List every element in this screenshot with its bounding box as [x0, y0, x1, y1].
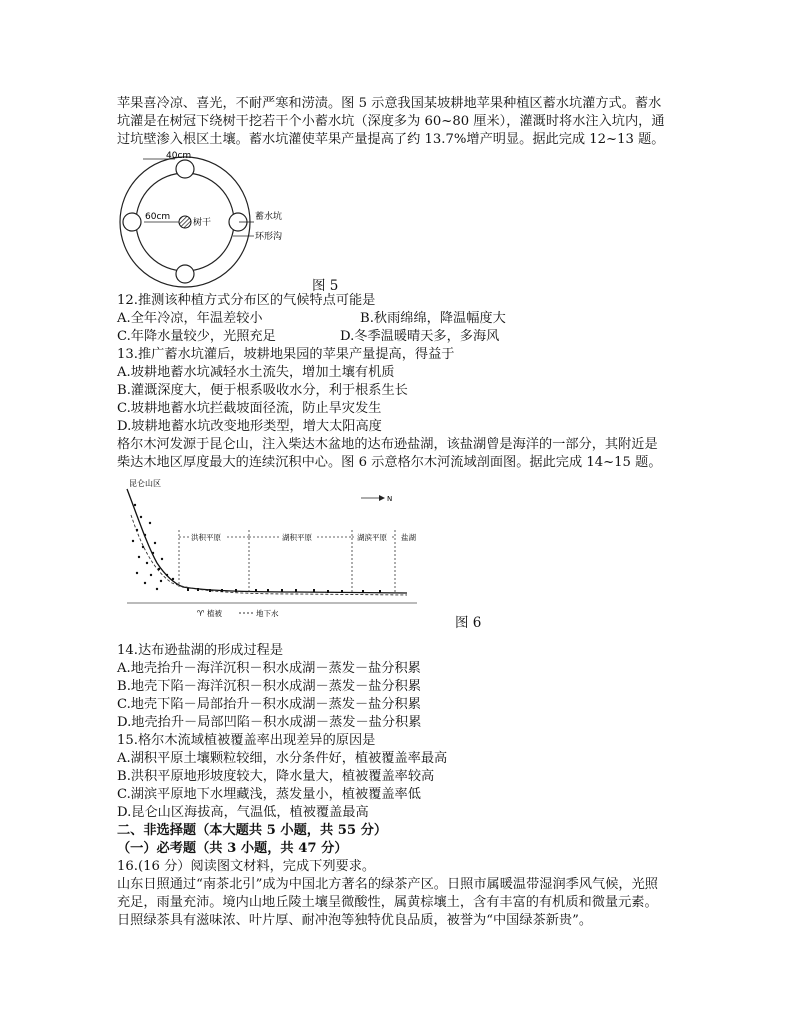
q15-option-c: C.湖滨平原地下水埋藏浅，蒸发量小，植被覆盖率低: [117, 787, 421, 802]
intro2-line-2: 柴达木地区厚度最大的连续沉积中心。图 6 示意格尔木河流域剖面图。据此完成 14~15 题。: [117, 455, 662, 470]
figure-6-caption: 图 6: [455, 615, 482, 631]
q13-option-b: B.灌溉深度大，便于根系吸收水分，利于根系生长: [117, 383, 408, 398]
label-40cm: 40cm: [166, 151, 192, 161]
label-60cm: 60cm: [145, 212, 171, 222]
intro-line-2: 坑灌是在树冠下绕树干挖若干个小蓄水坑（深度多为 60~80 厘米），灌溉时将水注入坑内，通: [117, 114, 665, 129]
q12-option-b: B.秋雨绵绵，降温幅度大: [360, 311, 506, 326]
pit-top: [176, 160, 194, 178]
label-north: N: [387, 495, 393, 503]
trunk-icon: [179, 216, 191, 228]
q12-option-d: D.冬季温暖晴天多，多海风: [340, 329, 500, 344]
pit-left: [123, 213, 141, 231]
q13-option-d: D.坡耕地蓄水坑改变地形类型，增大太阳高度: [117, 419, 382, 434]
legend-groundwater: 地下水: [256, 609, 279, 618]
q15-option-a: A.湖积平原土壤颗粒较细，水分条件好，植被覆盖率最高: [117, 751, 448, 766]
intro-line-3: 过坑壁渗入根区土壤。蓄水坑灌使苹果产量提高了约 13.7%增产明显。据此完成 12~13 题。: [117, 132, 665, 147]
label-lacustrine: 湖积平原: [282, 533, 312, 542]
section2-heading: 二、非选择题（本大题共 5 小题，共 55 分）: [117, 823, 388, 838]
label-pit: 蓄水坑: [255, 212, 283, 222]
q16-line-2: 充足，雨量充沛。境内山地丘陵土壤呈微酸性，属黄棕壤土，含有丰富的有机质和微量元素。: [117, 895, 658, 910]
label-saltlake: 盐湖: [401, 533, 416, 542]
q14-option-b: B.地壳下陷－海洋沉积－积水成湖－蒸发－盐分积累: [117, 679, 422, 694]
q14-option-c: C.地壳下陷－局部抬升－积水成湖－蒸发－盐分积累: [117, 697, 421, 712]
label-mountain: 昆仑山区: [129, 479, 161, 488]
label-lakeshore: 湖滨平原: [357, 533, 387, 542]
legend-vegetation: 植被: [207, 609, 222, 618]
q15-option-b: B.洪积平原地形坡度较大，降水量大，植被覆盖率较高: [117, 769, 435, 784]
figure-5-diagram: [117, 150, 317, 300]
label-ditch: 环形沟: [255, 232, 283, 242]
figure-5-caption: 图 5: [312, 278, 339, 294]
groundwater-line: [131, 515, 407, 595]
q14-option-d: D.地壳抬升－局部凹陷－积水成湖－蒸发－盐分积累: [117, 715, 422, 730]
q13-option-a: A.坡耕地蓄水坑减轻水土流失，增加土壤有机质: [117, 365, 395, 380]
q14-stem: 14.达布逊盐湖的形成过程是: [117, 643, 284, 658]
q16-line-3: 日照绿茶具有滋味浓、叶片厚、耐冲泡等独特优良品质，被誉为“中国绿茶新贵”。: [117, 913, 593, 928]
vegetation-legend-icon: ♈: [197, 609, 205, 618]
intro2-line-1: 格尔木河发源于昆仑山，注入柴达木盆地的达布逊盐湖，该盐湖曾是海洋的一部分，其附近是: [117, 437, 658, 452]
q16-line-1: 山东日照通过“南茶北引”成为中国北方著名的绿茶产区。日照市属暖温带湿润季风气候，光照: [117, 877, 658, 892]
figure-6-profile: [117, 475, 432, 623]
pit-bottom: [176, 265, 194, 283]
q12-option-c: C.年降水量较少，光照充足: [117, 329, 276, 344]
q13-option-c: C.坡耕地蓄水坑拦截坡面径流，防止旱灾发生: [117, 401, 382, 416]
q15-option-d: D.昆仑山区海拔高，气温低，植被覆盖最高: [117, 805, 369, 820]
q15-stem: 15.格尔木流域植被覆盖率出现差异的原因是: [117, 733, 376, 748]
label-trunk: 树干: [193, 218, 212, 228]
section2-subheading: （一）必考题（共 3 小题，共 47 分）: [117, 841, 348, 856]
q16-stem: 16.(16 分）阅读图文材料，完成下列要求。: [117, 859, 376, 874]
intro-line-1: 苹果喜冷凉、喜光，不耐严寒和涝渍。图 5 示意我国某坡耕地苹果种植区蓄水坑灌方式。蓄水: [117, 96, 662, 111]
q14-option-a: A.地壳抬升－海洋沉积－积水成湖－蒸发－盐分积累: [117, 661, 421, 676]
label-alluvial: 洪积平原: [191, 533, 221, 542]
q12-stem: 12.推测该种植方式分布区的气候特点可能是: [117, 293, 376, 308]
q13-stem: 13.推广蓄水坑灌后，坡耕地果园的苹果产量提高，得益于: [117, 347, 455, 362]
q12-option-a: A.全年冷凉，年温差较小: [117, 311, 263, 326]
